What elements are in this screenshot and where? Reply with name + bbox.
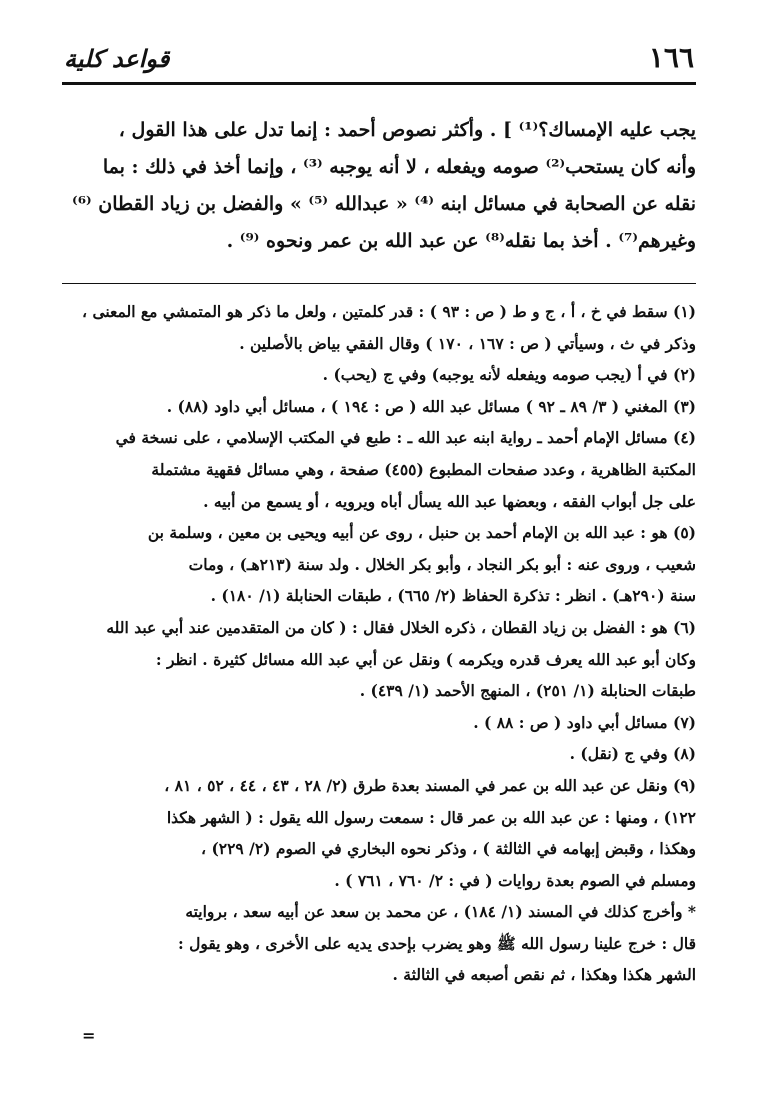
footnote-line: وكان أبو عبد الله يعرف قدره ويكرمه ) ونقل عن أبي عبد الله مسائل كثيرة . انظر : [155, 649, 696, 669]
page-header [62, 40, 696, 80]
main-text-line: وغيرهم⁽⁷⁾ . أخذ بما نقله⁽⁸⁾ عن عبد الله بن عمر ونحوه ⁽⁹⁾ . [226, 230, 696, 252]
running-title: قواعد كلية [64, 44, 170, 73]
header-rule [62, 82, 696, 85]
footnote-line: وذكر في ث ، وسيأتي ( ص : ١٦٧ ، ١٧٠ ) وقال الفقي بياض بالأصلين . [239, 333, 696, 353]
footnote-line: (٣) المغني ( ٣/ ٨٩ ـ ٩٢ ) مسائل عبد الله ( ص : ١٩٤ ) ، مسائل أبي داود (٨٨) . [166, 396, 696, 416]
footnote-line: شعيب ، وروى عنه : أبو بكر النجاد ، وأبو بكر الخلال . ولد سنة (٢١٣هـ) ، ومات [188, 554, 696, 574]
continuation-mark: = [82, 1026, 96, 1045]
footnote-line: (٤) مسائل الإمام أحمد ـ رواية ابنه عبد الله ـ : طبع في المكتب الإسلامي ، على نسخة في [115, 428, 696, 448]
footnote-line: (٧) مسائل أبي داود ( ص : ٨٨ ) . [473, 712, 696, 732]
main-text-line: وأنه كان يستحب⁽²⁾ صومه ويفعله ، لا أنه يوجبه ⁽³⁾ ، وإنما أخذ في ذلك : بما [102, 156, 696, 178]
footnote-line: (٢) في أ (يجب صومه ويفعله لأنه يوجبه) وفي ج (يحب) . [322, 365, 696, 385]
main-text-line: يجب عليه الإمساك؟⁽¹⁾ ] . وأكثر نصوص أحمد : إنما تدل على هذا القول ، [118, 119, 696, 141]
main-text [62, 112, 696, 260]
footnote-line: الشهر هكذا وهكذا ، ثم نقص أصبعه في الثالثة . [392, 965, 696, 985]
footnote-line: قال : خرج علينا رسول الله ﷺ وهو يضرب بإحدى يديه على الأخرى ، وهو يقول : [177, 933, 696, 953]
footnote-line: المكتبة الظاهرية ، وعدد صفحات المطبوع (٤٥٥) صفحة ، وهي مسائل فقهية مشتملة [151, 459, 696, 479]
footnote-line: سنة (٢٩٠هـ) . انظر : تذكرة الحفاظ (٢/ ٦٦٥) ، طبقات الحنابلة (١/ ١٨٠) . [210, 586, 696, 606]
main-text-line: نقله عن الصحابة في مسائل ابنه ⁽⁴⁾ « عبدالله ⁽⁵⁾ » والفضل بن زياد القطان ⁽⁶⁾ [72, 193, 696, 215]
footnote-line: ومسلم في الصوم بعدة روايات ( في : ٢/ ٧٦٠ ، ٧٦١ ) . [334, 870, 696, 890]
footnote-line: ١٢٢) ، ومنها : عن عبد الله بن عمر قال : سمعت رسول الله يقول : ( الشهر هكذا [166, 807, 696, 827]
footnote-line: (٩) ونقل عن عبد الله بن عمر في المسند بعدة طرق (٢/ ٢٨ ، ٤٣ ، ٤٤ ، ٥٢ ، ٨١ ، [164, 775, 696, 795]
footnote-line: على جل أبواب الفقه ، وبعضها عبد الله يسأل أباه ويرويه ، أو يسمع من أبيه . [203, 491, 696, 511]
footnote-line: طبقات الحنابلة (١/ ٢٥١) ، المنهج الأحمد (١/ ٤٣٩) . [359, 681, 696, 701]
footnote-line: (٦) هو : الفضل بن زياد القطان ، ذكره الخلال فقال : ( كان من المتقدمين عند أبي عبد الله [106, 617, 696, 637]
footnote-line: (٨) وفي ج (نقل) . [569, 744, 696, 764]
footnote-line: (١) سقط في خ ، أ ، ج و ط ( ص : ٩٣ ) : قدر كلمتين ، ولعل ما ذكر هو المتمشي مع المعنى ، [82, 302, 696, 321]
footnotes [62, 296, 696, 991]
footnote-line: (٥) هو : عبد الله بن الإمام أحمد بن حنبل ، روى عن أبيه ويحيى بن معين ، وسلمة بن [147, 523, 696, 543]
page-number: ١٦٦ [648, 41, 694, 74]
footnote-line: * وأخرج كذلك في المسند (١/ ١٨٤) ، عن محمد بن سعد عن أبيه سعد ، بروايته [185, 902, 696, 922]
footnote-separator [62, 283, 696, 284]
footnote-line: وهكذا ، وقبض إبهامه في الثالثة ) ، وذكر نحوه البخاري في الصوم (٢/ ٢٢٩) ، [201, 839, 696, 859]
